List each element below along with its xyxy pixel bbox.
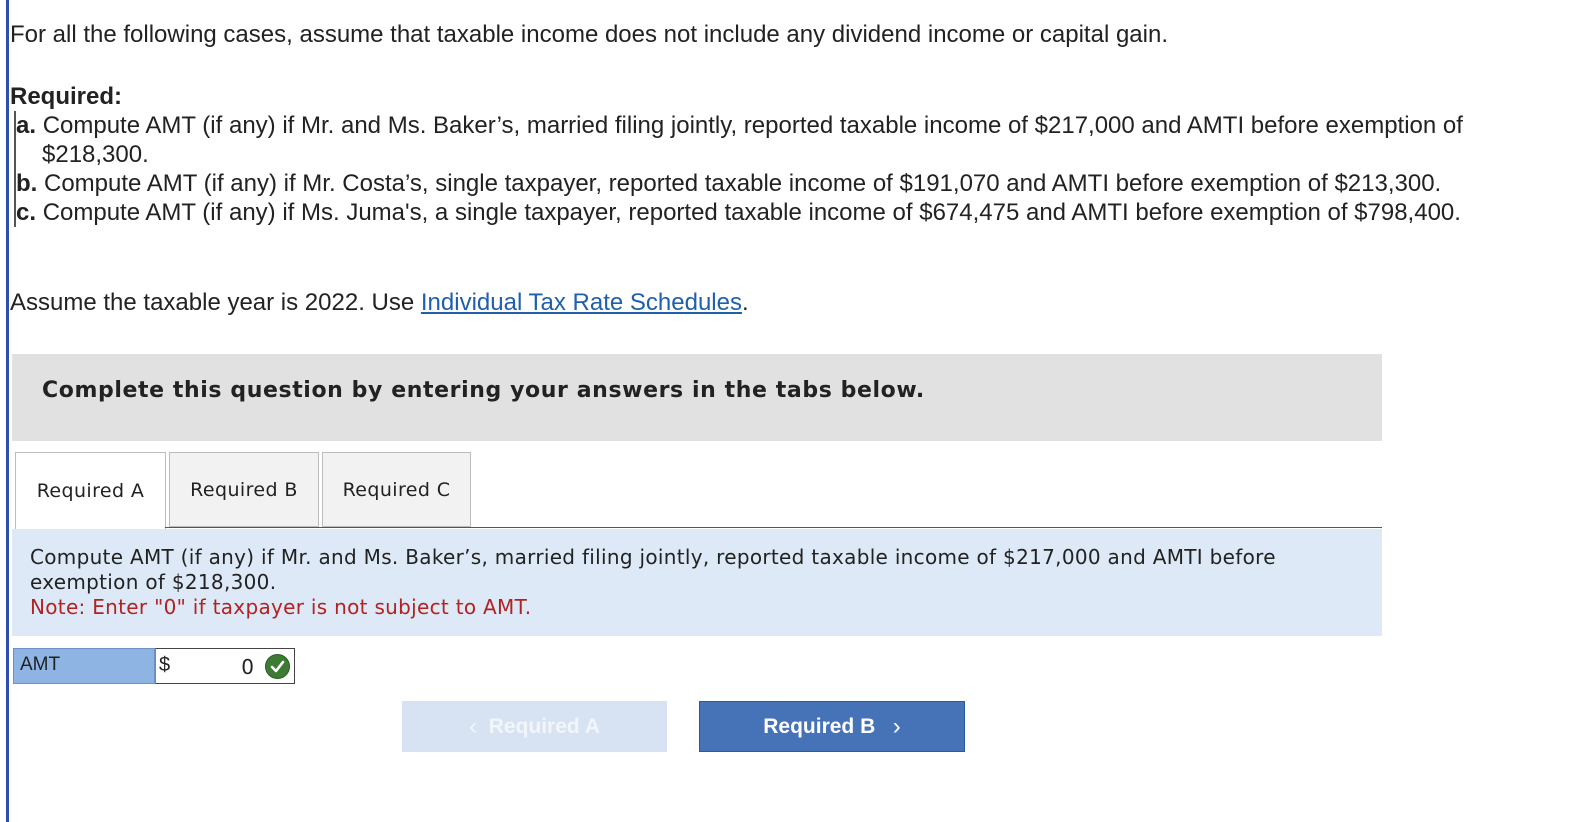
tax-rate-schedules-link[interactable]: Individual Tax Rate Schedules xyxy=(420,289,742,316)
intro-text: For all the following cases, assume that taxable income does not include any dividend income or capital gain. xyxy=(10,21,1168,48)
assume-prefix: Assume the taxable year is 2022. Use xyxy=(10,289,421,316)
tab-underline xyxy=(165,527,1382,528)
tab-required-a[interactable]: Required A xyxy=(15,452,166,529)
chevron-right-icon: › xyxy=(892,712,901,740)
requirement-text: Compute AMT (if any) if Ms. Juma's, a single taxpayer, reported taxable income of $674,475 and AMTI before exemption of $798,400. xyxy=(42,199,1461,226)
next-required-b-button[interactable] xyxy=(699,701,965,752)
requirement-text: Compute AMT (if any) if Mr. and Ms. Baker’s, married filing jointly, reported taxable income of $217,000 and AMTI before exemption of $218,300. xyxy=(42,112,1463,168)
amt-value[interactable]: 0 xyxy=(241,655,254,679)
requirement-a xyxy=(14,111,1534,169)
prev-button-label: Required A xyxy=(488,714,600,738)
amt-label: AMT xyxy=(13,648,155,684)
instruction-banner xyxy=(12,354,1382,441)
checkmark-icon xyxy=(265,654,290,679)
requirements-list xyxy=(14,111,1534,227)
requirement-text: Compute AMT (if any) if Mr. Costa’s, single taxpayer, reported taxable income of $191,070 and AMTI before exemption of $213,300. xyxy=(44,170,1442,197)
question-prompt xyxy=(12,529,1382,636)
requirement-letter: c. xyxy=(16,199,37,226)
requirement-letter: a. xyxy=(16,112,37,139)
tab-required-c[interactable]: Required C xyxy=(322,452,471,527)
requirement-c xyxy=(14,198,1534,227)
tab-required-b[interactable]: Required B xyxy=(169,452,319,527)
requirement-letter: b. xyxy=(16,170,38,197)
answer-row xyxy=(13,648,295,684)
instruction-text: Complete this question by entering your answers in the tabs below. xyxy=(42,378,925,403)
assume-suffix: . xyxy=(741,289,749,316)
prompt-note: Note: Enter "0" if taxpayer is not subject to AMT. xyxy=(30,595,532,619)
amt-input[interactable] xyxy=(155,648,295,684)
currency-symbol: $ xyxy=(159,654,171,676)
prev-required-a-button[interactable] xyxy=(402,701,667,752)
left-border-rule xyxy=(6,0,9,822)
required-heading: Required: xyxy=(10,83,123,110)
next-button-label: Required B xyxy=(763,714,876,738)
prompt-text: Compute AMT (if any) if Mr. and Ms. Baker’s, married filing jointly, reported taxable income of $217,000 and AMTI before exemption of $218,300. xyxy=(30,545,1276,594)
requirement-b xyxy=(14,169,1534,198)
chevron-left-icon: ‹ xyxy=(469,712,478,740)
assume-text xyxy=(10,288,749,318)
